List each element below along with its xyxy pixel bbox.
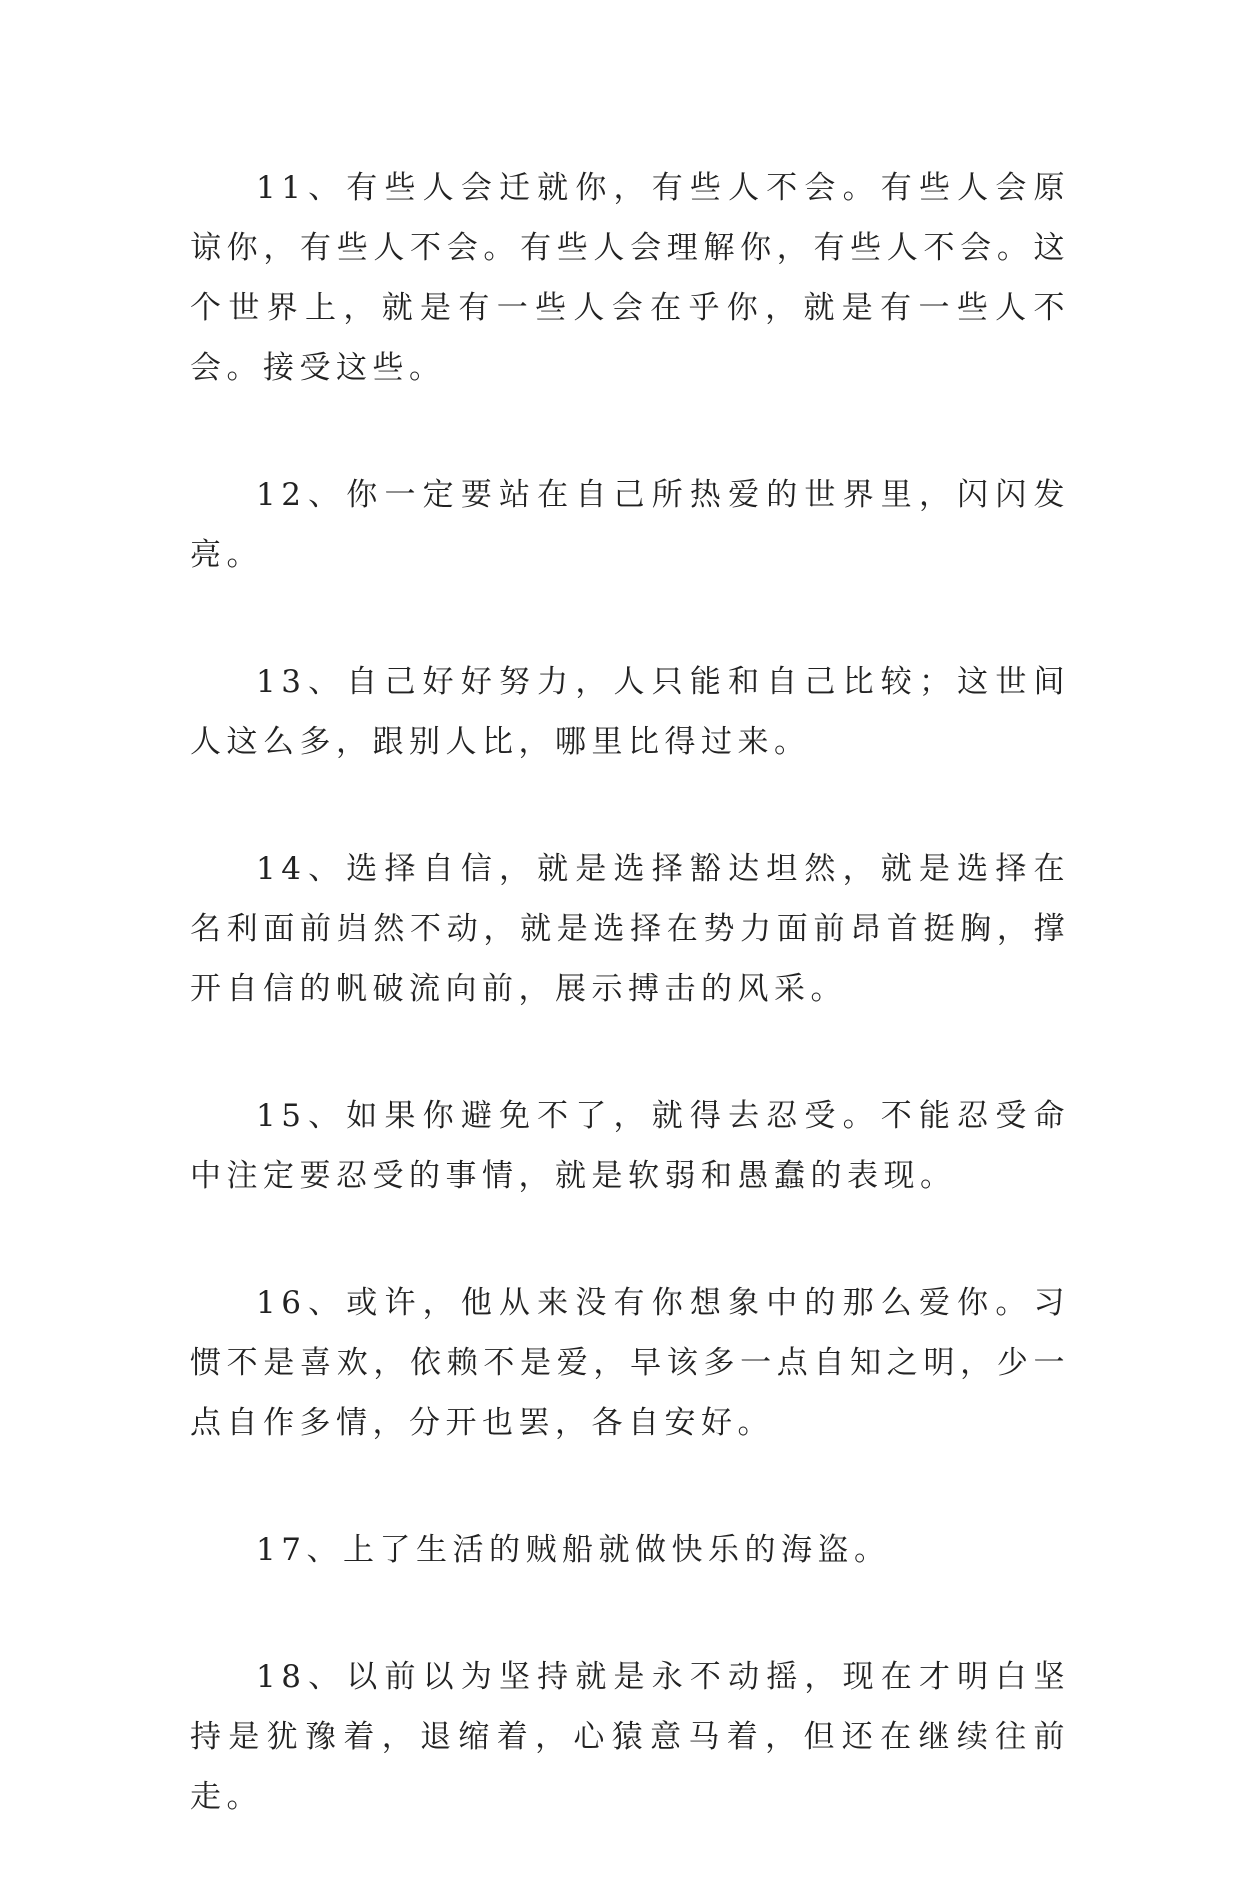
paragraph-line: 13、自己好好努力，人只能和自己比较；这世间人这么 <box>190 664 1070 760</box>
paragraph-13 <box>190 652 1070 772</box>
paragraph-15 <box>190 1086 1070 1206</box>
paragraph-line: 15、如果你避免不了，就得去忍受。不能忍受命中注定 <box>190 1098 1070 1194</box>
paragraph-line: 要忍受的事情，就是软弱和愚蠢的表现。 <box>299 1158 957 1194</box>
paragraph-line: 豫着，退缩着，心猿意马着，但还在继续往前走。 <box>190 1719 1071 1815</box>
paragraph-line: 喜欢，依赖不是爱，早该多一点自知之明，少一点自作多情， <box>190 1345 1071 1441</box>
paragraph-16 <box>190 1273 1070 1453</box>
paragraph-line: 破流向前，展示搏击的风采。 <box>372 971 847 1007</box>
paragraph-line: 就是有一些人会在乎你，就是有一些人不会。接受这些。 <box>190 290 1071 386</box>
paragraph-line: 14、选择自信，就是选择豁达坦然，就是选择在名利面 <box>190 851 1070 947</box>
paragraph-17 <box>190 1520 1070 1580</box>
paragraph-line: 16、或许，他从来没有你想象中的那么爱你。习惯不是 <box>190 1285 1070 1381</box>
paragraph-line: 17、上了生活的贼船就做快乐的海盗。 <box>256 1532 891 1568</box>
paragraph-12 <box>190 465 1070 585</box>
document-body <box>190 158 1070 1894</box>
paragraph-18 <box>190 1647 1070 1827</box>
paragraph-14 <box>190 839 1070 1019</box>
paragraph-line: 前岿然不动，就是选择在势力面前昂首挺胸，撑开自信的帆 <box>190 911 1071 1007</box>
paragraph-line: 多，跟别人比，哪里比得过来。 <box>299 724 811 760</box>
paragraph-line: 分开也罢，各自安好。 <box>409 1405 774 1441</box>
paragraph-11 <box>190 158 1070 398</box>
paragraph-line: 11、有些人会迁就你，有些人不会。有些人会原谅你， <box>190 170 1070 266</box>
paragraph-line: 12、你一定要站在自己所热爱的世界里，闪闪发亮。 <box>190 477 1070 573</box>
paragraph-line: 18、以前以为坚持就是永不动摇，现在才明白坚持是犹 <box>190 1659 1070 1755</box>
paragraph-line: 有些人不会。有些人会理解你，有些人不会。这个世界上， <box>190 230 1071 326</box>
